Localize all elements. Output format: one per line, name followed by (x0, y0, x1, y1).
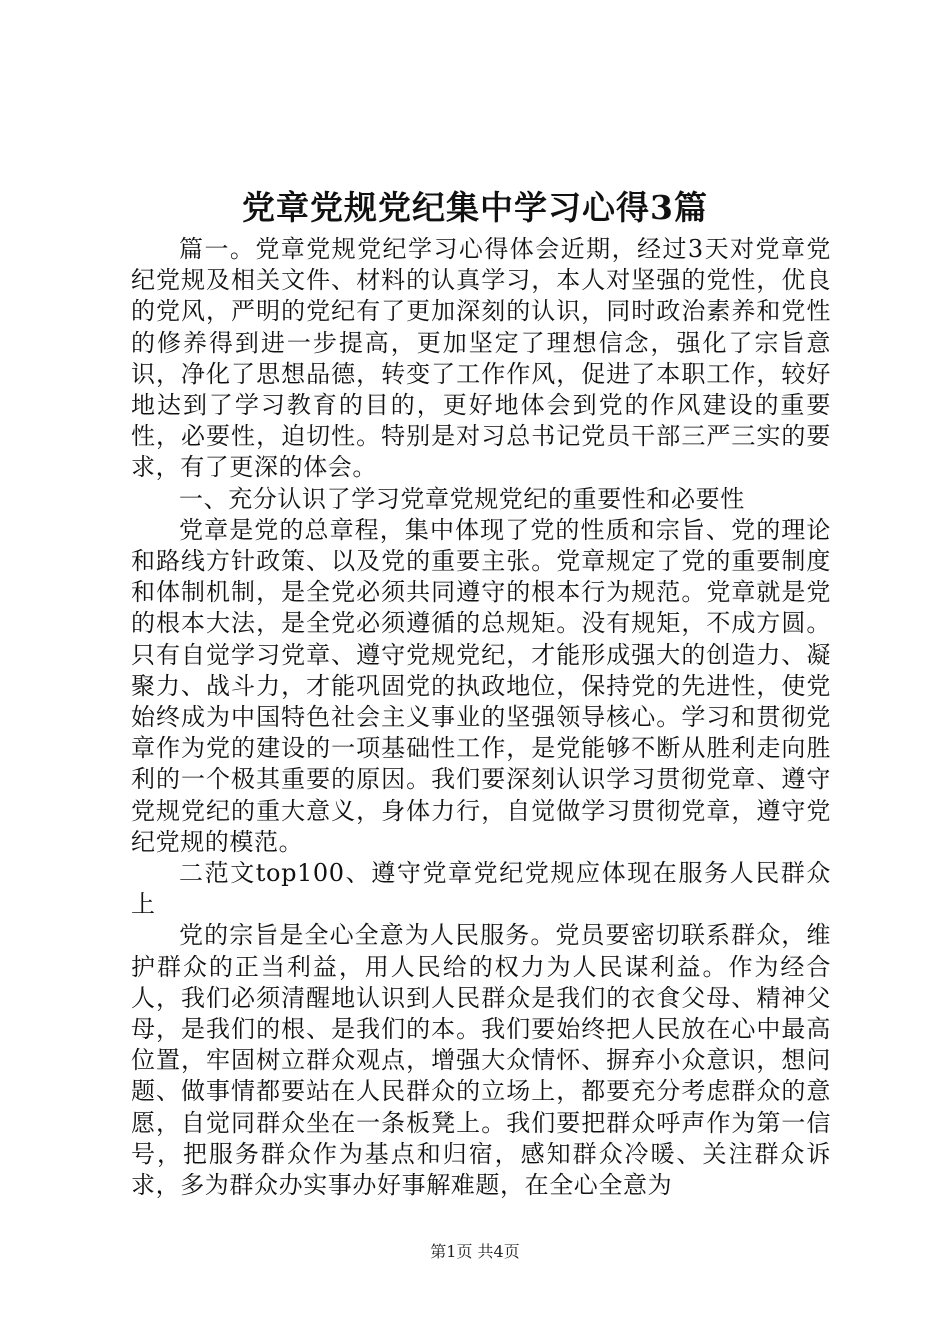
document-body (131, 234, 831, 1201)
paragraph-intro: 篇一。党章党规党纪学习心得体会近期，经过3天对党章党纪党规及相关文件、材料的认真学习，本人对坚强的党性，优良的党风，严明的党纪有了更加深刻的认识，同时政治素养和党性的修养得到进一步提高，更加坚定了理想信念，强化了宗旨意识，净化了思想品德，转变了工作作风，促进了本职工作，较好地达到了学习教育的目的，更好地体会到党的作风建设的重要性，必要性，迫切性。特别是对习总书记党员干部三严三实的要求，有了更深的体会。 (131, 235, 831, 482)
page-title: 党章党规党纪集中学习心得3篇 (242, 188, 708, 227)
page-number-footer: 第1页 共4页 (430, 1242, 520, 1261)
section-heading-1: 一、充分认识了学习党章党规党纪的重要性和必要性 (179, 484, 745, 513)
section-heading-2: 二范文top100、遵守党章党纪党规应体现在服务人民群众上 (131, 859, 831, 919)
paragraph-party-constitution: 党章是党的总章程，集中体现了党的性质和宗旨、党的理论和路线方针政策、以及党的重要主张。党章规定了党的重要制度和体制机制，是全党必须共同遵守的根本行为规范。党章就是党的根本大法，是全党必须遵循的总规矩。没有规矩，不成方圆。只有自觉学习党章、遵守党规党纪，才能形成强大的创造力、凝聚力、战斗力，才能巩固党的执政地位，保持党的先进性，使党始终成为中国特色社会主义事业的坚强领导核心。学习和贯彻党章作为党的建设的一项基础性工作，是党能够不断从胜利走向胜利的一个极其重要的原因。我们要深刻认识学习贯彻党章、遵守党规党纪的重大意义，身体力行，自觉做学习贯彻党章，遵守党纪党规的模范。 (131, 515, 831, 856)
paragraph-serve-people: 党的宗旨是全心全意为人民服务。党员要密切联系群众，维护群众的正当利益，用人民给的权力为人民谋利益。作为经合人，我们必须清醒地认识到人民群众是我们的衣食父母、精神父母，是我们的根、是我们的本。我们要始终把人民放在心中最高位置，牢固树立群众观点，增强大众情怀、摒弃小众意识，想问题、做事情都要站在人民群众的立场上，都要充分考虑群众的意愿，自觉同群众坐在一条板凳上。我们要把群众呼声作为第一信号，把服务群众作为基点和归宿，感知群众冷暖、关注群众诉求，多为群众办实事办好事解难题，在全心全意为 (131, 921, 831, 1200)
